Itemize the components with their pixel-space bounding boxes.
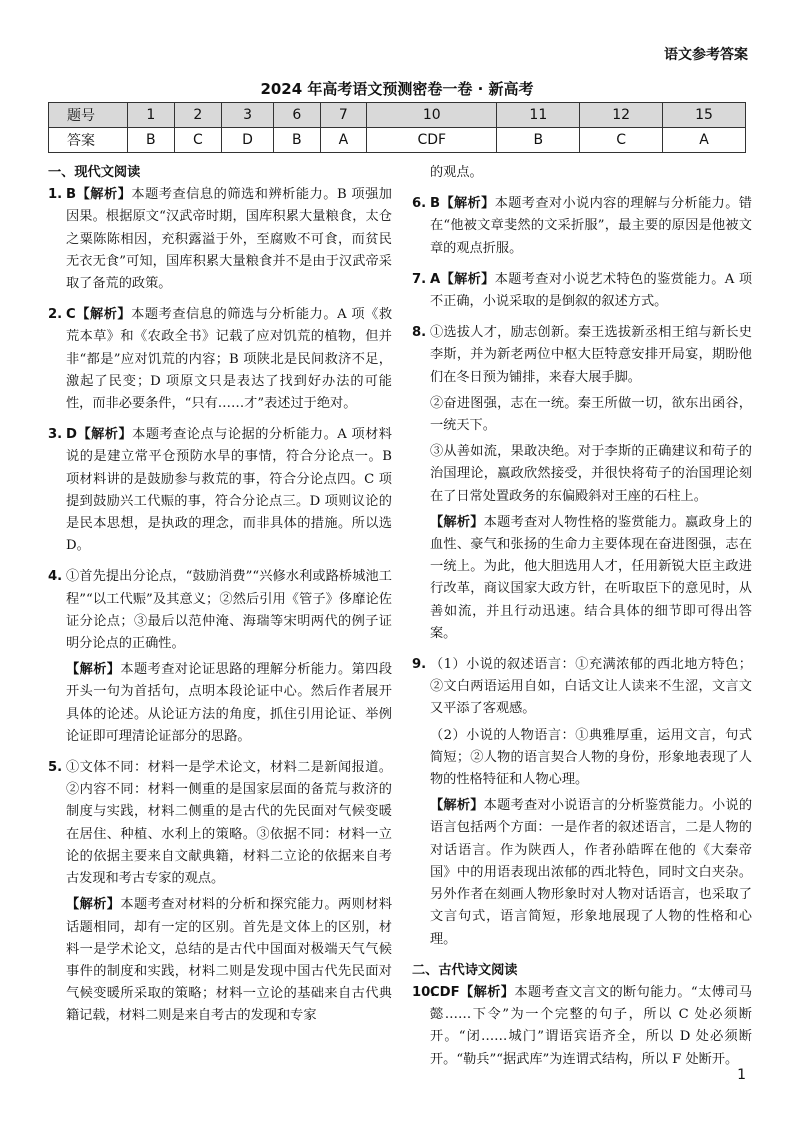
answer-cell: C bbox=[580, 128, 663, 153]
analysis-tag: 【解析】 bbox=[440, 271, 495, 287]
answer-cell: A bbox=[320, 128, 367, 153]
item-point: （1）小说的叙述语言：①充满浓郁的西北地方特色；②文白两语运用自如，白话文让人读来不生涩，文言文又平添了客观感。 bbox=[430, 657, 752, 717]
question-number: 3 bbox=[222, 103, 274, 128]
answer-item-3 bbox=[48, 424, 392, 557]
item-point: （2）小说的人物语言：①典雅厚重，运用文言，句式简短；②人物的语言契合人物的身份，形象地表现了人物的性格特征和人物心理。 bbox=[430, 727, 752, 788]
item-number: 10. bbox=[412, 984, 436, 1000]
answer-item-10 bbox=[412, 982, 752, 1071]
answer-item-9 bbox=[412, 654, 752, 951]
item-analysis: 本题考查对人物性格的鉴赏能力。嬴政身上的血性、豪气和张扬的生命力主要体现在奋进图强，志在一统上。为此，他大胆选用人才，任用新锐大臣主政进行改革，商议国家大政方针，在听取臣下的意见时，从善如流，并且行动迅速。结合具体的细节即可得出答案。 bbox=[430, 514, 753, 641]
analysis-tag: 【解析】 bbox=[459, 984, 515, 1000]
item-text: 本题考查文言文的断句能力。“太傅司马懿……下令”为一个完整的句子，所以 C 处必须断开。“闭……城门”谓语宾语齐全，所以 D 处必须断开。“勒兵”“据武库”为连谓式结构，所以 F 处断开。 bbox=[430, 984, 753, 1067]
header-label: 语文参考答案 bbox=[664, 47, 748, 63]
answer-table bbox=[48, 102, 746, 153]
continued-text: 的观点。 bbox=[430, 165, 483, 180]
item-analysis: 本题考查对材料的分析和探究能力。两则材料话题相同，却有一定的区别。首先是文体上的区别，材料一是学术论文，总结的是古代中国面对极端天气气候事件的制度和实践，材料二则是发现中国古代先民面对气候变暖所采取的策略；材料一立论的基础来自古代典籍记载，材料二则是来自考古的发现和专家 bbox=[66, 897, 393, 1024]
item-point: ①选拔人才，励志创新。秦王选拔新丞相王绾与新长史李斯，并为新老两位中枢大臣特意安排开局宴，期盼他们在冬日预为铺排，来春大展手脚。 bbox=[430, 325, 752, 385]
analysis-tag: 【解析】 bbox=[440, 196, 495, 212]
item-text: 本题考查对小说艺术特色的鉴赏能力。A 项不正确，小说采取的是倒叙的叙述方式。 bbox=[430, 271, 753, 310]
item-text: ①首先提出分论点，“鼓励消费”“兴修水利或路桥城池工程”“以工代赈”及其意义；②然后引用《管子》侈靡论佐证分论点；③最后以范仲淹、海瑞等宋明两代的例子证明分论点的正确性。 bbox=[66, 569, 392, 652]
question-number: 10 bbox=[367, 103, 497, 128]
question-number: 2 bbox=[174, 103, 221, 128]
item-number: 8. bbox=[412, 325, 427, 341]
answer-cell: D bbox=[222, 128, 274, 153]
analysis-tag: 【解析】 bbox=[76, 187, 132, 203]
answer-cell: B bbox=[497, 128, 580, 153]
answer-row bbox=[49, 128, 746, 153]
analysis-tag: 【解析】 bbox=[66, 897, 121, 913]
item-number: 3. bbox=[48, 427, 63, 443]
item-answer: CDF bbox=[430, 984, 460, 1000]
item-number: 7. bbox=[412, 271, 427, 287]
answer-item-1 bbox=[48, 184, 392, 295]
answer-cell: B bbox=[273, 128, 320, 153]
item-answer: C bbox=[66, 307, 76, 323]
answer-item-8 bbox=[412, 322, 752, 645]
item-point: ③从善如流，果敢决绝。对于李斯的正确建议和荀子的治国理论，嬴政欣然接受，并很快将荀子的治国理论刻在了日常处置政务的东偏殿斜对王座的石柱上。 bbox=[430, 444, 752, 504]
item-answer: B bbox=[66, 187, 77, 203]
analysis-tag: 【解析】 bbox=[430, 514, 484, 530]
item-number: 5. bbox=[48, 760, 63, 776]
answer-item-4 bbox=[48, 566, 392, 748]
item-answer: A bbox=[430, 271, 441, 287]
item-text: 本题考查信息的筛选与分析能力。A 项《救荒本草》和《农政全书》记载了应对饥荒的植物，但并非“都是”应对饥荒的内容；B 项陕北是民间救济不足，激起了民变；D 项原文只是表达了找到好办法的可能性，而非必要条件，“只有……才”表述过于绝对。 bbox=[66, 307, 393, 412]
answer-cell: CDF bbox=[367, 128, 497, 153]
item-number: 6. bbox=[412, 196, 427, 212]
analysis-tag: 【解析】 bbox=[66, 662, 121, 678]
item-point: ②奋进图强，志在一统。秦王所做一切，欲东出函谷，一统天下。 bbox=[430, 395, 752, 434]
item-analysis: 本题考查对论证思路的理解分析能力。第四段开头一句为首括句，点明本段论证中心。然后作者展开具体的论述。从论证方法的角度，抓住引用论证、举例论证即可理清论证部分的思路。 bbox=[66, 662, 393, 744]
question-number: 15 bbox=[663, 103, 746, 128]
answer-item-5 bbox=[48, 757, 392, 1027]
answer-cell: C bbox=[174, 128, 221, 153]
page-number: 1 bbox=[737, 1067, 746, 1083]
item-text: 本题考查论点与论据的分析能力。A 项材料说的是建立常平仓预防水旱的事情，符合分论点一。B 项材料讲的是鼓励参与救荒的事，符合分论点四。C 项提到鼓励兴工代赈的事，符合分论点三。D 项则议论的是民本思想，是执政的理念，而非具体的措施。所以选 D。 bbox=[66, 427, 392, 554]
right-column bbox=[412, 162, 752, 1080]
answer-label: 答案 bbox=[49, 128, 128, 153]
analysis-tag: 【解析】 bbox=[430, 798, 484, 814]
analysis-tag: 【解析】 bbox=[76, 427, 133, 443]
question-number: 6 bbox=[273, 103, 320, 128]
page-title: 2024 年高考语文预测密卷一卷 · 新高考 bbox=[260, 80, 534, 98]
item-answer: D bbox=[66, 427, 77, 443]
item-number: 2. bbox=[48, 307, 63, 323]
answer-item-6 bbox=[412, 193, 752, 260]
section-heading: 一、现代文阅读 bbox=[48, 165, 141, 180]
item-text: 本题考查对小说内容的理解与分析能力。错在“他被文章斐然的文采折服”，最主要的原因是他被文章的观点折服。 bbox=[430, 196, 752, 256]
analysis-tag: 【解析】 bbox=[75, 307, 132, 323]
item-number: 9. bbox=[412, 657, 427, 673]
answer-item-2 bbox=[48, 304, 392, 415]
question-number: 12 bbox=[580, 103, 663, 128]
item-text: ①文体不同：材料一是学术论文，材料二是新闻报道。②内容不同：材料一侧重的是国家层面的备荒与救济的制度与实践，材料二侧重的是古代的先民面对气候变暖在居住、种植、水利上的策略。③依据不同：材料一立论的依据主要来自文献典籍，材料二立论的依据来自考古发现和考古专家的观点。 bbox=[66, 760, 392, 887]
row-label: 题号 bbox=[49, 103, 128, 128]
item-text: 本题考查信息的筛选和辨析能力。B 项强加因果。根据原文“汉武帝时期，国库积累大量粮食，太仓之粟陈陈相因，充积露溢于外，至腐败不可食，而贫民无衣无食”可知，国库积累大量粮食并不是由于汉武帝采取了备荒的政策。 bbox=[66, 187, 392, 292]
answer-item-7 bbox=[412, 269, 752, 313]
item-analysis: 本题考查对小说语言的分析鉴赏能力。小说的语言包括两个方面：一是作者的叙述语言，二是人物的对话语言。作为陕西人，作者孙皓晖在他的《大秦帝国》中的用语表现出浓郁的西北特色，同时文白夹杂。另外作者在刻画人物形象时对人物对话语言，也采取了文言句式，语言简短，形象地展现了人物的性格和心理。 bbox=[430, 798, 753, 947]
question-number: 1 bbox=[128, 103, 175, 128]
item-answer: B bbox=[430, 196, 441, 212]
section-heading: 二、古代诗文阅读 bbox=[412, 962, 518, 978]
question-number: 7 bbox=[320, 103, 367, 128]
left-column bbox=[48, 162, 392, 1037]
answer-cell: A bbox=[663, 128, 746, 153]
question-number: 11 bbox=[497, 103, 580, 128]
item-number: 1. bbox=[48, 187, 63, 203]
answer-cell: B bbox=[128, 128, 175, 153]
item-number: 4. bbox=[48, 569, 63, 585]
question-number-row bbox=[49, 103, 746, 128]
